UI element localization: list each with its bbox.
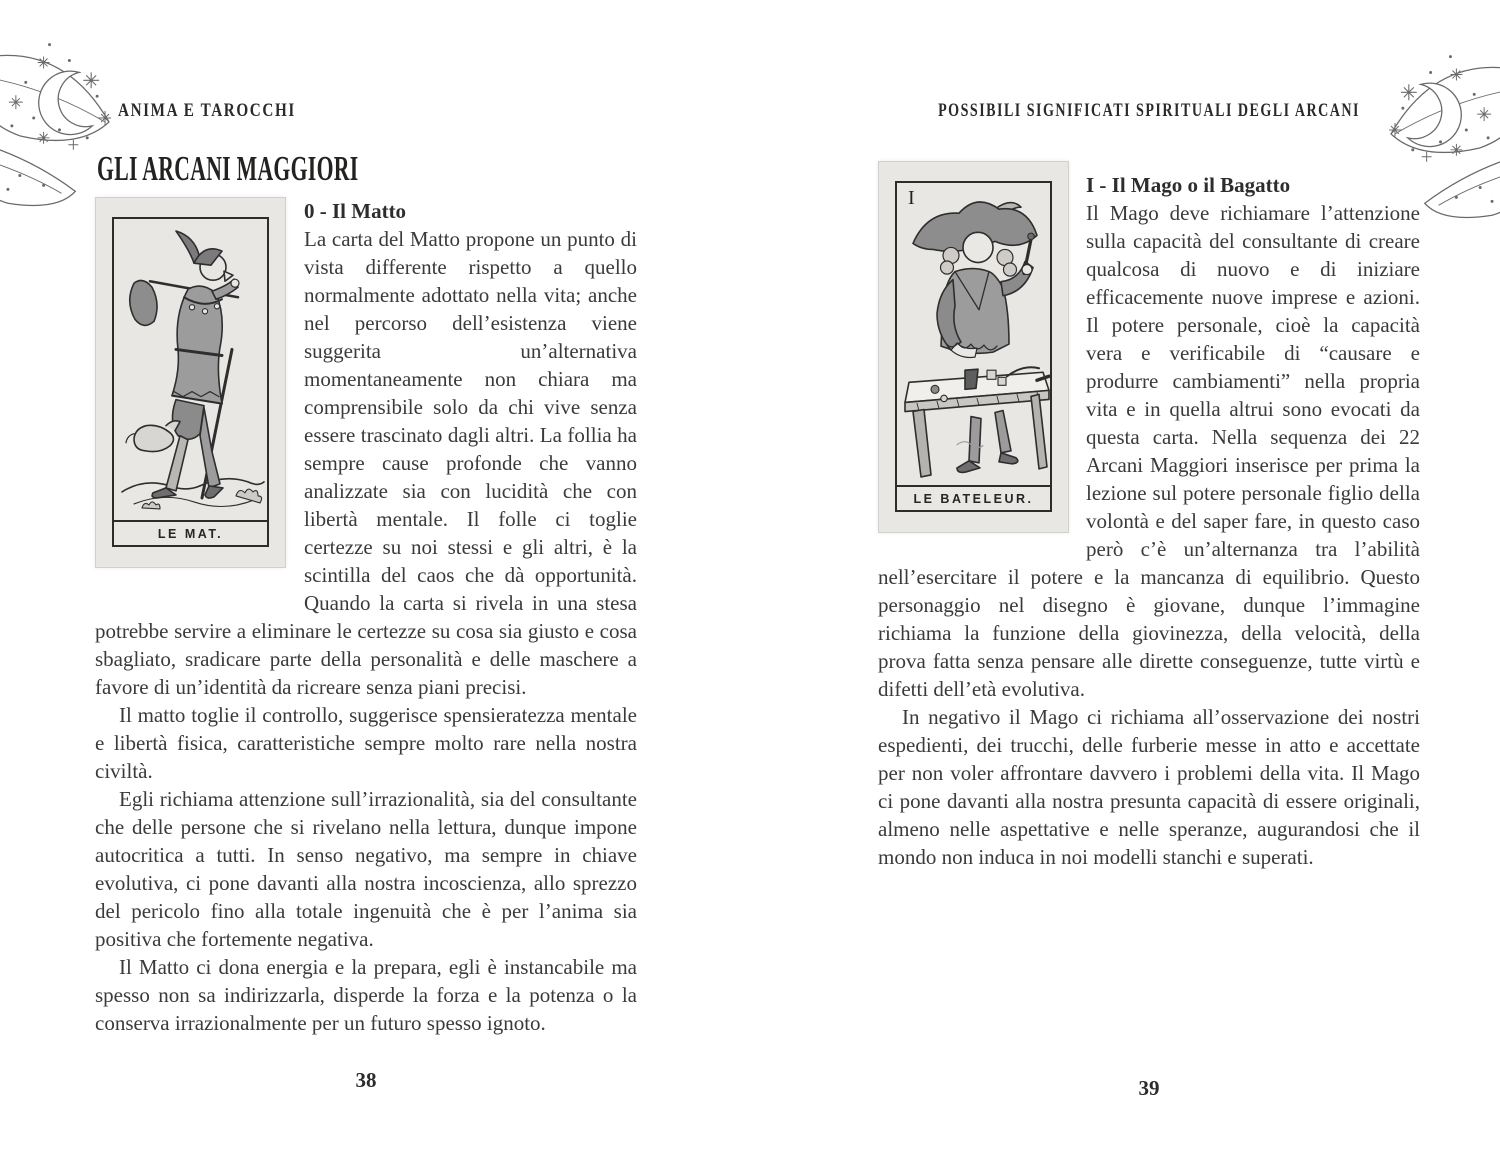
paragraph: Il matto toglie il controllo, suggerisce spensieratezza mentale e libertà fisica, caratteristiche sempre molto rare nella nostra civiltà.: [95, 703, 637, 783]
article-heading-il-mago: I - Il Mago o il Bagatto: [1086, 173, 1291, 197]
card-frame: [895, 181, 1052, 512]
paragraph: Il Mago deve richiamare l’attenzione sulla capacità del consultante di creare qualcosa di nuovo e di iniziare efficacemente nuove imprese e azioni. Il potere personale, cioè la capacità vera e verificabile di “causare e produrre cambiamenti” nella propria vita e in quella altrui sono evocati da questa carta. Nella sequenza dei 22 Arcani Maggiori inserisce per prima la lezione sul potere personale figlio della volontà e del saper fare, in questo caso però c’è un’alternanza tra l’abilità nell’esercitare il potere e la mancanza di equilibrio. Questo personaggio nel disegno è giovane, dunque l’immagine richiama la funzione della giovinezza, della velocità, della prova fatta senza pensare alle dirette conseguenze, tutte virtù e difetti dell’età evolutiva.: [878, 201, 1420, 701]
running-header-right: [878, 100, 1420, 124]
page-number-right: 39: [1138, 1076, 1160, 1100]
tarot-card-le-bateleur: [878, 161, 1069, 533]
moon-stars-ornament-icon: [0, 26, 111, 208]
paragraph: Il Matto ci dona energia e la prepara, egli è instancabile ma spesso non sa indirizzarla, disperde la forza e la potenza o la conserva irrazionalmente per un futuro spesso ignoto.: [95, 955, 637, 1035]
paragraph: In negativo il Mago ci richiama all’osservazione dei nostri espedienti, dei trucchi, delle furberie messe in atto e accettate per non voler affrontare davvero i problemi della vita. Il Mago ci pone davanti alla nostra presunta capacità di essere originali, almeno nelle aspettative e nelle speranze, augurandosi che il mondo non induca in noi modelli stanchi e superati.: [878, 705, 1420, 869]
article-il-mago: [878, 161, 1420, 871]
le-mat-illustration: [114, 219, 267, 520]
card-frame: [112, 217, 269, 547]
running-header-right-text: POSSIBILI SIGNIFICATI SPIRITUALI DEGLI ARCANI: [938, 100, 1360, 121]
article-heading-il-matto: 0 - Il Matto: [304, 199, 407, 223]
article-il-matto: [95, 197, 637, 1037]
paragraph: Egli richiama attenzione sull’irrazionalità, sia del consultante che delle persone che si rivelano nella lettura, dunque impone autocritica a tutti. In senso negativo, ma sempre in chiave evolutiva, ci pone davanti alla nostra incoscienza, allo sprezzo del pericolo fino alla totale ingenuità che è per l’anima sia positiva che fortemente negativa.: [95, 787, 637, 951]
card-numeral: I: [908, 187, 915, 209]
paragraph: La carta del Matto propone un punto di vista differente rispetto a quello normalmente adottato nella vita; anche nel percorso dell’esistenza viene suggerita un’alternativa momentaneamente non chiara ma comprensibile solo da chi vive senza essere trascinato dagli altri. La follia ha sempre cause profonde che vanno analizzate sia con lucidità che con libertà mentale. Il folle ci toglie certezze su noi stessi e gli altri, è la scintilla del caos che dà opportunità. Quando la carta si rivela in una stesa potrebbe servire a eliminare le certezze su cosa sia giusto e cosa sbagliato, sradicare parte della personalità e delle maschere a favore di un’identità da ricreare senza piani precisi.: [95, 227, 637, 699]
card-caption-le-mat: LE MAT.: [114, 520, 267, 545]
running-header-left: ANIMA E TAROCCHI: [118, 100, 296, 121]
section-title: GLI ARCANI MAGGIORI: [97, 149, 359, 188]
le-bateleur-illustration: [897, 183, 1050, 485]
card-caption-le-bateleur: LE BATELEUR.: [897, 485, 1050, 510]
page-number-left: 38: [355, 1068, 377, 1092]
tarot-card-le-mat: [95, 197, 286, 568]
